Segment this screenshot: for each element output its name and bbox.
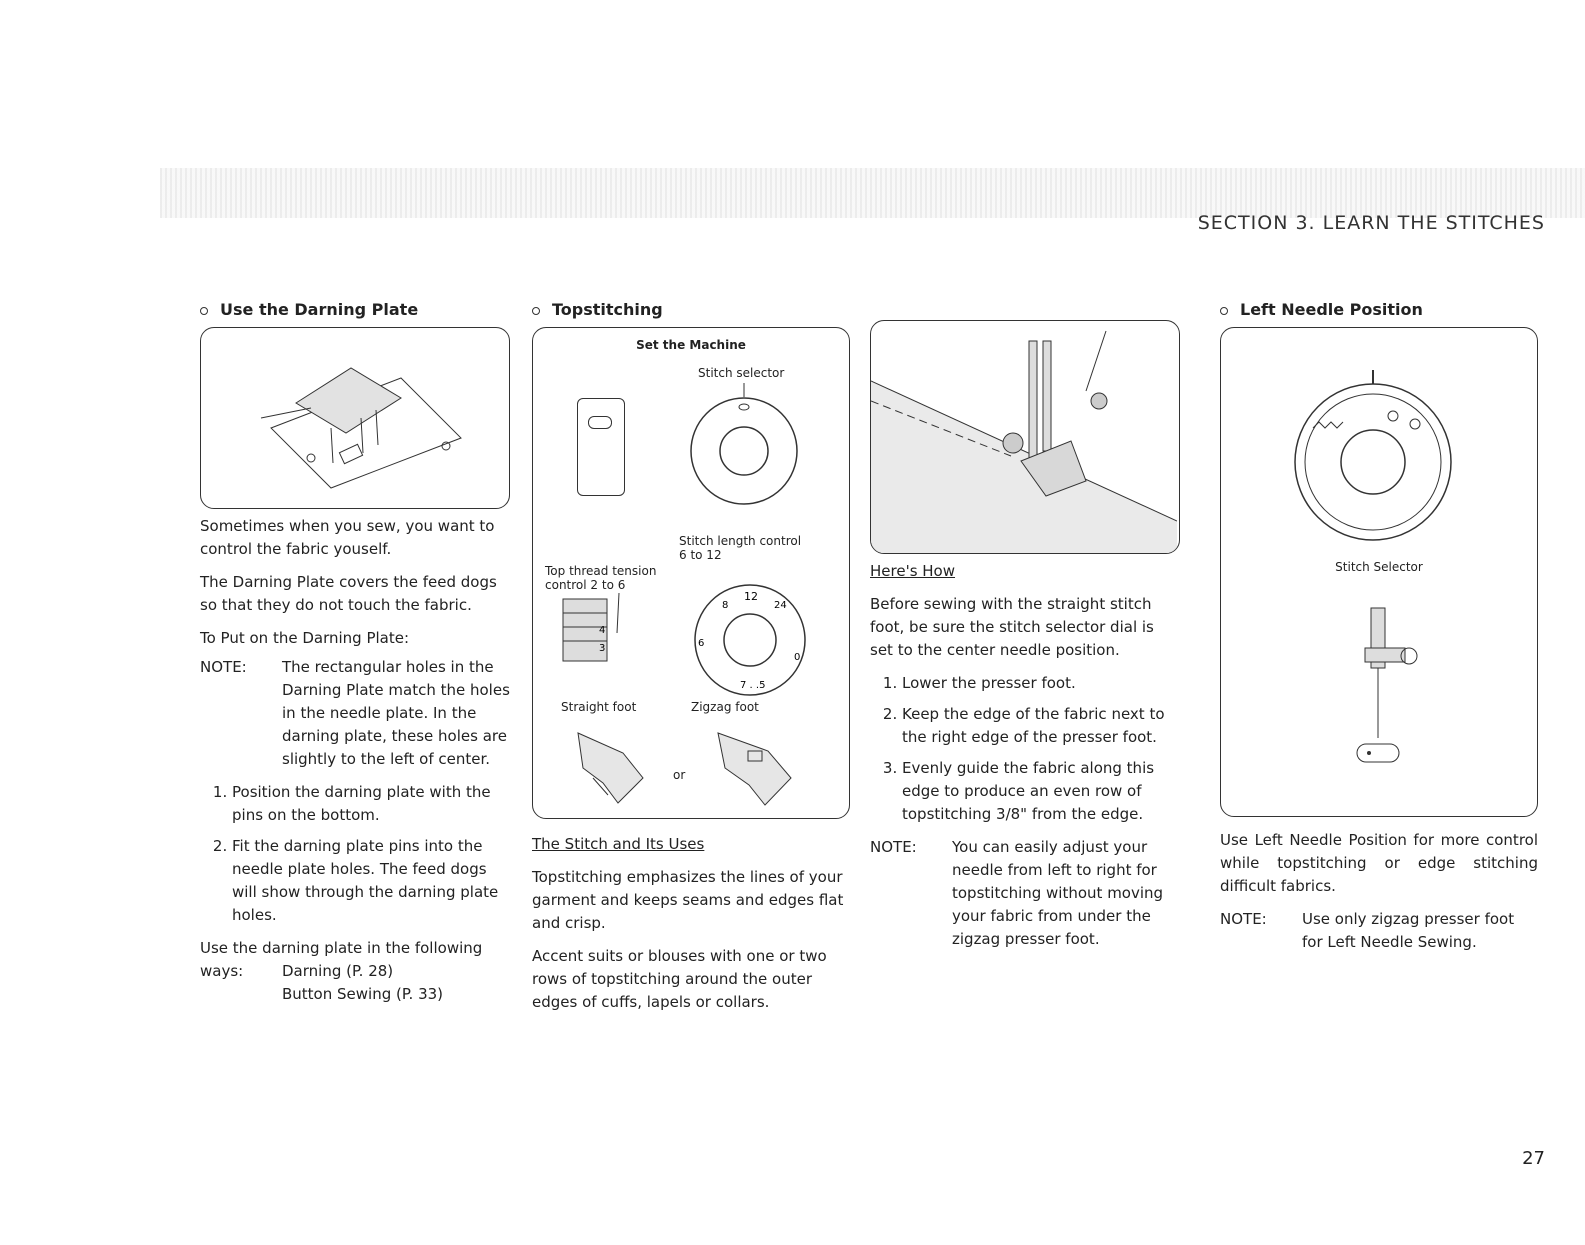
zigzag-foot-label: Zigzag foot (691, 700, 759, 714)
bullet-icon (200, 307, 208, 315)
straight-foot-icon (563, 723, 653, 811)
column-topstitching (532, 298, 850, 1024)
ways-list (200, 960, 510, 1006)
paragraph: Before sewing with the straight stitch foot, be sure the stitch selector dial is set to the center needle position. (870, 595, 1154, 659)
svg-text:12: 12 (744, 590, 758, 603)
svg-text:7 . .5: 7 . .5 (740, 680, 766, 691)
list-item: 1. Position the darning plate with the pins on the bottom. (232, 781, 510, 827)
paragraph: The Darning Plate covers the feed dogs so that they do not touch the fabric. (200, 573, 497, 614)
note-label: NOTE: (200, 658, 247, 676)
note (870, 836, 1180, 951)
svg-text:0: 0 (794, 652, 801, 663)
list-item: 1. Lower the presser foot. (902, 672, 1180, 695)
svg-text:4: 4 (599, 625, 606, 636)
heading-topstitching: Topstitching (532, 298, 850, 321)
paragraph: Topstitching emphasizes the lines of your garment and keeps seams and edges flat and crisp. (532, 868, 844, 932)
stitch-length-dial (688, 578, 818, 698)
tension-label: Top thread tension control 2 to 6 (545, 564, 657, 592)
list-item: 2. Keep the edge of the fabric next to the right edge of the presser foot. (902, 703, 1180, 749)
svg-text:24: 24 (774, 600, 787, 611)
stitch-selector-label: Stitch selector (698, 366, 785, 380)
svg-text:3: 3 (599, 643, 606, 654)
column-darning-plate (200, 298, 510, 1006)
column-heres-how (870, 320, 1180, 961)
note (200, 656, 510, 771)
heading-darning-plate: Use the Darning Plate (200, 298, 510, 321)
stitch-selector-dial (1289, 368, 1459, 543)
way-darning: Darning (P. 28) (282, 962, 394, 980)
set-machine-label: Set the Machine (636, 338, 746, 352)
note-text: Use only zigzag presser foot for Left Needle Sewing. (1302, 910, 1515, 951)
paragraph: Accent suits or blouses with one or two rows of topstitching around the outer edges of cuffs, lapels or collars. (532, 947, 827, 1011)
note-label: NOTE: (870, 838, 917, 856)
presser-foot-drawing (871, 321, 1177, 553)
heading-left-needle: Left Needle Position (1220, 298, 1538, 321)
column-left-needle (1220, 298, 1538, 964)
way-button-sewing: Button Sewing (P. 33) (282, 985, 444, 1003)
stitch-length-label: Stitch length control 6 to 12 (679, 534, 802, 562)
knob-marker-icon (588, 416, 612, 429)
svg-text:8: 8 (722, 600, 729, 611)
paragraph: Sometimes when you sew, you want to control the fabric youself. (200, 517, 495, 558)
needle-position-knob (577, 398, 625, 496)
darning-plate-drawing (201, 328, 507, 508)
list-item: 3. Evenly guide the fabric along this edge to produce an even row of topstitching 3/8" from the edge. (902, 757, 1180, 826)
note-text: You can easily adjust your needle from left to right for topstitching without moving your fabric from under the zigzag presser foot. (952, 838, 1164, 948)
note-label: NOTE: (1220, 910, 1267, 928)
steps-list (870, 672, 1180, 826)
section-title: SECTION 3. LEARN THE STITCHES (1197, 212, 1545, 234)
bullet-icon (532, 307, 540, 315)
needle-icon (1339, 598, 1429, 778)
subheading-stitch-uses: The Stitch and Its Uses (532, 835, 705, 853)
paragraph: Use Left Needle Position for more control while topstitching or edge stitching difficult fabrics. (1220, 831, 1538, 895)
tension-control-dial (557, 593, 647, 668)
header-band (160, 168, 1585, 218)
darning-plate-illustration (200, 327, 510, 509)
subheading-heres-how: Here's How (870, 562, 956, 580)
paragraph: Use the darning plate in the following (200, 939, 483, 957)
presser-foot-illustration (870, 320, 1180, 554)
stitch-selector-caption: Stitch Selector (1335, 560, 1423, 574)
or-label: or (673, 768, 686, 782)
left-needle-illustration (1220, 327, 1538, 817)
bullet-icon (1220, 307, 1228, 315)
steps-list (200, 781, 510, 927)
paragraph: To Put on the Darning Plate: (200, 629, 410, 647)
straight-foot-label: Straight foot (561, 700, 637, 714)
note (1220, 908, 1538, 954)
list-item: 2. Fit the darning plate pins into the needle plate holes. The feed dogs will show through the darning plate holes. (232, 835, 510, 927)
zigzag-foot-icon (703, 723, 803, 811)
set-machine-illustration (532, 327, 850, 819)
stitch-selector-dial (688, 383, 808, 513)
ways-label: ways: (200, 962, 244, 980)
page-number: 27 (1522, 1148, 1545, 1169)
svg-text:6: 6 (698, 638, 705, 649)
note-text: The rectangular holes in the Darning Plate match the holes in the needle plate. In the darning plate, these holes are slightly to the left of center. (282, 658, 510, 768)
